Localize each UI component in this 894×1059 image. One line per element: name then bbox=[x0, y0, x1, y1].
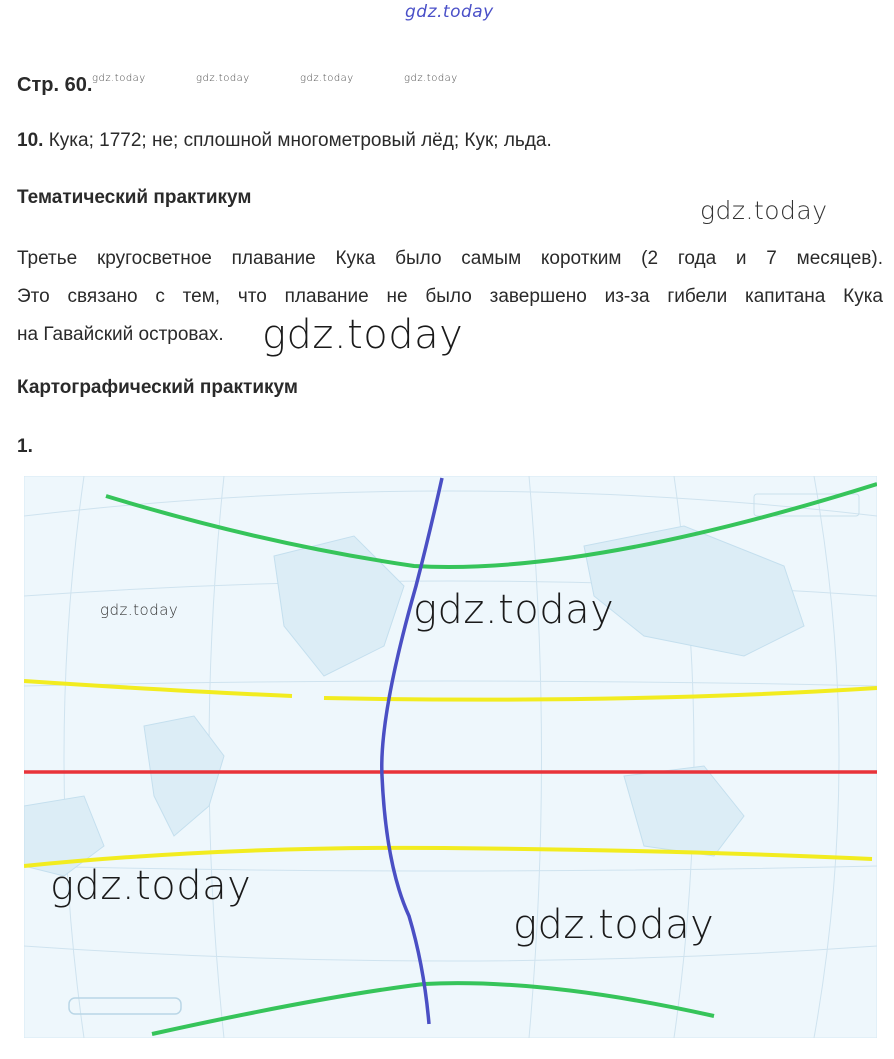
map-watermark: gdz.today bbox=[513, 902, 715, 948]
top-watermark: gdz.today bbox=[405, 2, 494, 22]
paragraph-line: Это связано с тем, что плавание не было завершено из-за гибели капитана Кука bbox=[17, 286, 883, 307]
paragraph-line: на Гавайский островах. bbox=[17, 324, 224, 345]
cartographic-heading: Картографический практикум bbox=[17, 377, 298, 398]
small-watermark: gdz.today bbox=[196, 73, 250, 84]
paragraph-line: Третье кругосветное плавание Кука было самым коротким (2 года и 7 месяцев). bbox=[17, 248, 883, 269]
small-watermark: gdz.today bbox=[404, 73, 458, 84]
watermark: gdz.today bbox=[700, 196, 828, 225]
answer-text: Кука; 1772; не; сплошной многометровый лёд; Кук; льда. bbox=[43, 130, 552, 151]
page-title: Стр. 60. bbox=[17, 74, 93, 96]
map-watermark: gdz.today bbox=[413, 587, 615, 633]
task-number: 1. bbox=[17, 436, 33, 457]
thematic-heading: Тематический практикум bbox=[17, 187, 252, 208]
answer-10 bbox=[17, 130, 552, 152]
map-watermark-small: gdz.today bbox=[100, 601, 179, 619]
small-watermark: gdz.today bbox=[92, 73, 146, 84]
watermark: gdz.today bbox=[262, 312, 464, 358]
map-watermark: gdz.today bbox=[50, 863, 252, 909]
world-map bbox=[24, 476, 877, 1038]
small-watermark: gdz.today bbox=[300, 73, 354, 84]
answer-number: 10. bbox=[17, 130, 44, 151]
